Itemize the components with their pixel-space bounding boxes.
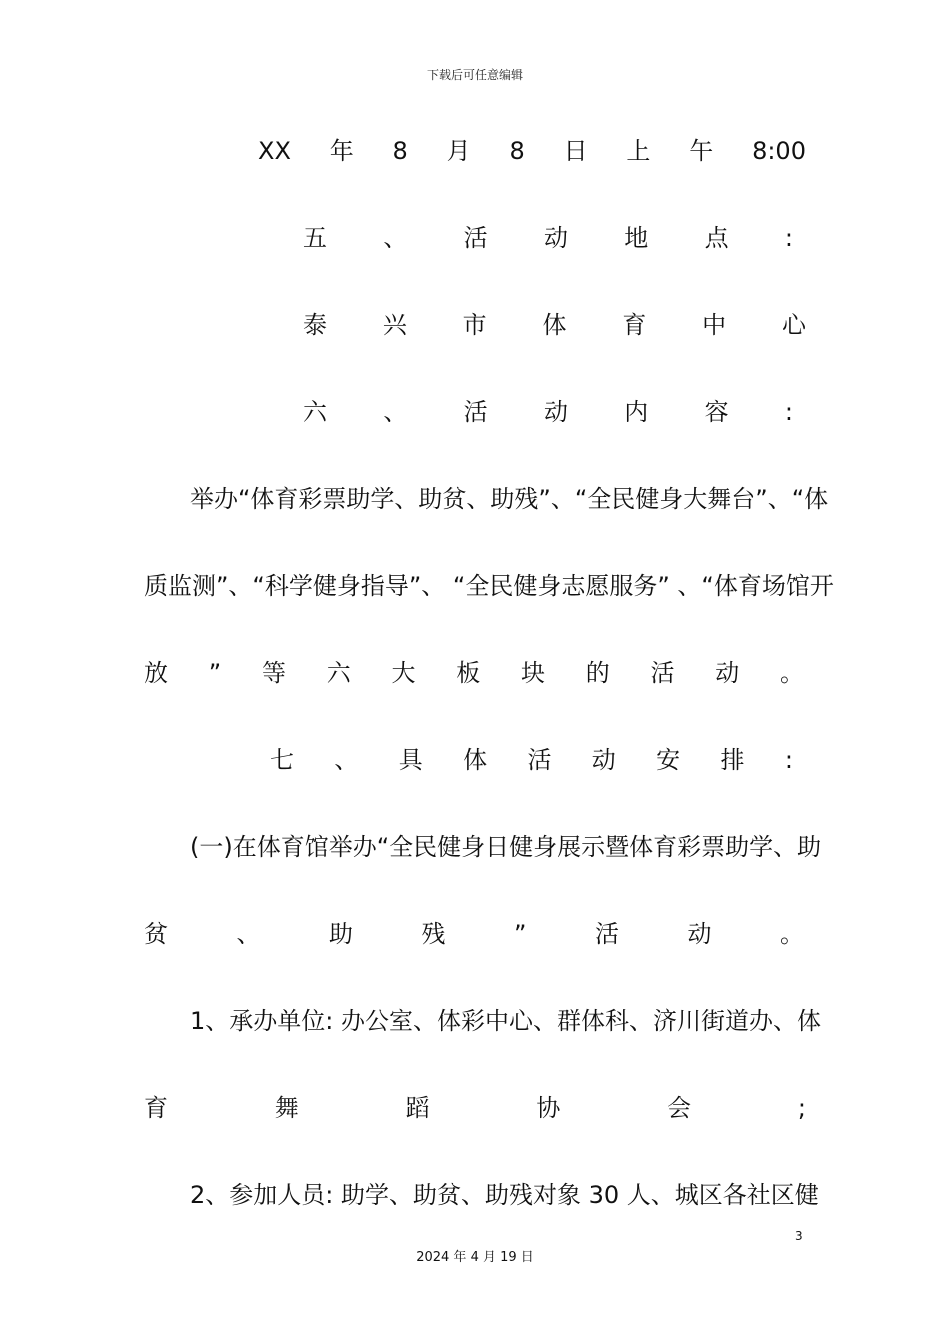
- char: 体: [463, 746, 488, 774]
- char: 8:00: [752, 137, 806, 165]
- char: 七: [270, 746, 294, 774]
- char: 市: [462, 311, 487, 339]
- char: 午: [689, 137, 714, 165]
- char: 会: [667, 1094, 692, 1122]
- content-paragraph-line-1: 举办“体育彩票助学、助贫、助残”、“全民健身大舞台”、“体: [190, 485, 829, 513]
- organizer-line-2: [144, 1093, 806, 1123]
- char: 安: [656, 746, 681, 774]
- page-header: 下载后可任意编辑: [426, 68, 523, 82]
- location-line: [303, 310, 806, 340]
- content-paragraph-line-3: [144, 658, 804, 688]
- subsection-line-1: (一)在体育馆举办“全民健身日健身展示暨体育彩票助学、助: [190, 833, 822, 861]
- char: 、: [334, 746, 359, 774]
- char: 。: [779, 659, 804, 687]
- char: 上: [626, 137, 651, 165]
- char: :: [784, 224, 793, 252]
- char: 五: [303, 224, 327, 252]
- char: 兴: [382, 311, 407, 339]
- participants-line-1: 2、参加人员: 助学、助贫、助残对象 30 人、城区各社区健: [190, 1181, 819, 1209]
- char: ;: [797, 1094, 806, 1122]
- char: 排: [720, 746, 745, 774]
- char: 育: [144, 1094, 168, 1122]
- char: 内: [624, 398, 649, 426]
- char: 活: [650, 659, 675, 687]
- char: 体: [542, 311, 567, 339]
- char: 活: [527, 746, 552, 774]
- footer-date: 2024 年 4 月 19 日: [416, 1250, 534, 1265]
- char: 放: [144, 659, 168, 687]
- section-heading-6: [303, 397, 793, 427]
- char: 的: [585, 659, 610, 687]
- char: 动: [715, 659, 740, 687]
- char: 蹈: [405, 1094, 430, 1122]
- char: XX: [258, 137, 291, 165]
- char: 地: [624, 224, 649, 252]
- char: 日: [563, 137, 588, 165]
- char: 、: [236, 920, 261, 948]
- char: :: [784, 398, 793, 426]
- char: 贫: [144, 920, 168, 948]
- char: 动: [543, 224, 568, 252]
- char: 、: [383, 224, 408, 252]
- char: 容: [704, 398, 729, 426]
- char: 点: [704, 224, 729, 252]
- char: 大: [391, 659, 416, 687]
- content-paragraph-line-2: 质监测”、“科学健身指导”、 “全民健身志愿服务” 、“体育场馆开: [144, 572, 834, 600]
- char: 六: [303, 398, 327, 426]
- char: 协: [536, 1094, 561, 1122]
- char: 年: [329, 137, 354, 165]
- char: ”: [208, 659, 222, 687]
- char: 六: [326, 659, 351, 687]
- char: 等: [261, 659, 286, 687]
- char: 动: [687, 920, 712, 948]
- page-number: 3: [795, 1229, 803, 1243]
- char: 活: [463, 224, 488, 252]
- time-line: [258, 136, 806, 166]
- char: 块: [520, 659, 545, 687]
- char: 泰: [303, 311, 327, 339]
- char: 、: [383, 398, 408, 426]
- char: 舞: [274, 1094, 299, 1122]
- char: 心: [781, 311, 806, 339]
- char: 活: [594, 920, 619, 948]
- char: 活: [463, 398, 488, 426]
- char: 8: [509, 137, 525, 165]
- subsection-line-2: [144, 919, 804, 949]
- char: ”: [514, 920, 527, 948]
- char: 月: [446, 137, 471, 165]
- char: 动: [543, 398, 568, 426]
- char: 具: [398, 746, 423, 774]
- char: 育: [622, 311, 647, 339]
- char: 动: [591, 746, 616, 774]
- char: 中: [702, 311, 727, 339]
- char: 助: [329, 920, 353, 948]
- char: 。: [779, 920, 804, 948]
- char: 板: [456, 659, 481, 687]
- char: :: [784, 746, 793, 774]
- char: 8: [392, 137, 408, 165]
- section-heading-7: [270, 745, 793, 775]
- section-heading-5: [303, 223, 793, 253]
- organizer-line-1: 1、承办单位: 办公室、体彩中心、群体科、济川街道办、体: [190, 1007, 821, 1035]
- char: 残: [421, 920, 446, 948]
